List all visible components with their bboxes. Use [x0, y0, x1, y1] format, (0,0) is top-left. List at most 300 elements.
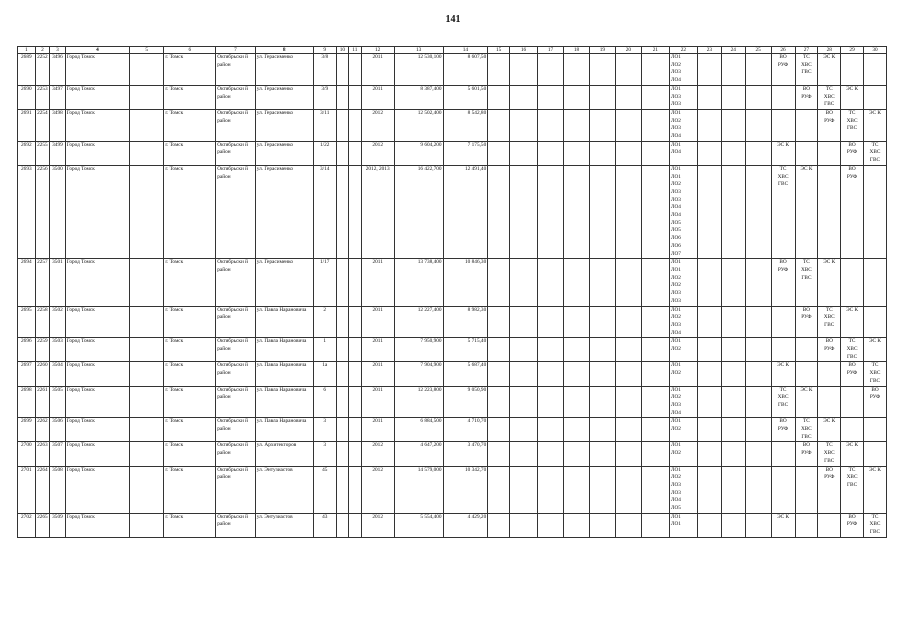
works-2018-cell: ТС ХВС ГВС	[863, 141, 886, 165]
works-2016-cell: ЭС К	[818, 259, 841, 306]
elevator-list-cell: ЛО1 ЛО2 ЛО3 ЛО4	[669, 109, 697, 141]
sequence-number-cell: 2252	[35, 54, 50, 86]
column-number: 15	[488, 47, 510, 54]
works-2016-cell: ЭС К	[818, 54, 841, 86]
empty-cell	[641, 306, 669, 338]
column-number: 13	[394, 47, 443, 54]
repair-years-cell: 2011	[361, 306, 394, 338]
column-number: 18	[564, 47, 590, 54]
works-2014-cell: ТС ХВС ГВС	[771, 165, 795, 258]
empty-cell	[564, 362, 590, 386]
house-number-cell: 3/11	[313, 109, 336, 141]
empty-cell	[615, 54, 641, 86]
settlement-type-cell	[130, 362, 164, 386]
empty-cell	[510, 362, 538, 386]
works-2017-cell: ЭС К	[841, 85, 864, 109]
empty-cell	[589, 109, 615, 141]
total-cost-cell: 13 738,400	[394, 259, 443, 306]
empty-cell	[538, 141, 564, 165]
empty-cell	[564, 165, 590, 258]
empty-cell	[488, 513, 510, 537]
street-cell: ул. Герасименко	[255, 141, 313, 165]
total-cost-cell: 7 904,900	[394, 362, 443, 386]
works-2018-cell: ЭС К	[863, 338, 886, 362]
district-cell: Октябрьски й район	[216, 362, 255, 386]
works-2018-cell	[863, 54, 886, 86]
letter-cell	[349, 386, 361, 418]
works-2017-cell	[841, 386, 864, 418]
building-cell	[336, 386, 348, 418]
building-cell	[336, 442, 348, 466]
total-cost-cell: 16 422,700	[394, 165, 443, 258]
elevator-list-cell: ЛО1 ЛО2 ЛО3 ЛО4	[669, 386, 697, 418]
works-2014-cell: ВО РУФ	[771, 259, 795, 306]
repair-years-cell: 2011	[361, 418, 394, 442]
house-number-cell: 1	[313, 338, 336, 362]
empty-cell	[615, 386, 641, 418]
empty-cell	[488, 466, 510, 513]
house-number-cell: 1/17	[313, 259, 336, 306]
settlement-type-cell	[130, 165, 164, 258]
works-2017-cell: ВО РУФ	[841, 165, 864, 258]
record-number-cell: 2702	[18, 513, 36, 537]
empty-cell	[488, 54, 510, 86]
empty-cell	[641, 109, 669, 141]
empty-cell	[615, 306, 641, 338]
empty-cell	[615, 259, 641, 306]
area-cell: 10 342,70	[443, 466, 488, 513]
repair-years-cell: 2011	[361, 362, 394, 386]
column-number: 16	[510, 47, 538, 54]
empty-cell	[697, 442, 721, 466]
empty-cell	[721, 54, 745, 86]
empty-cell	[564, 513, 590, 537]
works-2014-cell	[771, 442, 795, 466]
empty-cell	[589, 418, 615, 442]
works-2015-cell	[795, 338, 818, 362]
municipality-cell: Город Томск	[65, 418, 129, 442]
empty-cell	[538, 386, 564, 418]
elevator-list-cell: ЛО1 ЛО2	[669, 362, 697, 386]
empty-cell	[510, 259, 538, 306]
settlement-cell: г. Томск	[164, 386, 216, 418]
sequence-number-cell: 2259	[35, 338, 50, 362]
settlement-cell: г. Томск	[164, 466, 216, 513]
works-2014-cell: ТС ХВС ГВС	[771, 386, 795, 418]
empty-cell	[641, 386, 669, 418]
elevator-list-cell: ЛО1 ЛО2	[669, 338, 697, 362]
total-cost-cell: 14 579,000	[394, 466, 443, 513]
column-number: 7	[216, 47, 255, 54]
building-cell	[336, 362, 348, 386]
sequence-number-cell: 2258	[35, 306, 50, 338]
empty-cell	[721, 362, 745, 386]
sequence-number-cell: 2262	[35, 418, 50, 442]
empty-cell	[641, 141, 669, 165]
settlement-cell: г. Томск	[164, 513, 216, 537]
street-cell: ул. Энтузиастов	[255, 513, 313, 537]
empty-cell	[510, 306, 538, 338]
empty-cell	[721, 418, 745, 442]
works-2016-cell: ТС ХВС ГВС	[818, 442, 841, 466]
building-cell	[336, 259, 348, 306]
column-number: 27	[795, 47, 818, 54]
works-2018-cell: ЭС К	[863, 466, 886, 513]
settlement-type-cell	[130, 85, 164, 109]
works-2016-cell: ВО РУФ	[818, 109, 841, 141]
sequence-number-cell: 2260	[35, 362, 50, 386]
empty-cell	[745, 362, 771, 386]
works-2018-cell	[863, 442, 886, 466]
empty-cell	[697, 259, 721, 306]
works-2016-cell: ТС ХВС ГВС	[818, 306, 841, 338]
works-2018-cell	[863, 165, 886, 258]
object-code-cell: 3496	[50, 54, 66, 86]
house-number-cell: 6	[313, 386, 336, 418]
works-2017-cell: ЭС К	[841, 306, 864, 338]
total-cost-cell: 12 502,400	[394, 109, 443, 141]
repair-years-cell: 2012	[361, 513, 394, 537]
record-number-cell: 2692	[18, 141, 36, 165]
area-cell: 10 846,30	[443, 259, 488, 306]
area-cell: 7 175,50	[443, 141, 488, 165]
works-2018-cell: ЭС К	[863, 109, 886, 141]
empty-cell	[721, 442, 745, 466]
settlement-type-cell	[130, 141, 164, 165]
empty-cell	[641, 442, 669, 466]
works-2014-cell	[771, 306, 795, 338]
street-cell: ул. Павла Нарановича	[255, 362, 313, 386]
empty-cell	[538, 513, 564, 537]
column-number: 1	[18, 47, 36, 54]
district-cell: Октябрьски й район	[216, 259, 255, 306]
empty-cell	[488, 85, 510, 109]
empty-cell	[488, 386, 510, 418]
elevator-list-cell: ЛО1 ЛО2	[669, 418, 697, 442]
street-cell: ул. Герасименко	[255, 165, 313, 258]
works-2015-cell: ВО РУФ	[795, 442, 818, 466]
works-2018-cell	[863, 85, 886, 109]
repair-years-cell: 2012, 2013	[361, 165, 394, 258]
empty-cell	[589, 466, 615, 513]
column-number: 29	[841, 47, 864, 54]
municipality-cell: Город Томск	[65, 259, 129, 306]
building-cell	[336, 165, 348, 258]
column-number: 26	[771, 47, 795, 54]
empty-cell	[589, 362, 615, 386]
street-cell: ул. Павла Нарановича	[255, 418, 313, 442]
empty-cell	[745, 54, 771, 86]
municipality-cell: Город Томск	[65, 165, 129, 258]
settlement-cell: г. Томск	[164, 259, 216, 306]
empty-cell	[538, 418, 564, 442]
area-cell: 5 715,40	[443, 338, 488, 362]
works-2016-cell: ЭС К	[818, 418, 841, 442]
works-2015-cell	[795, 141, 818, 165]
empty-cell	[488, 109, 510, 141]
object-code-cell: 3503	[50, 338, 66, 362]
municipality-cell: Город Томск	[65, 141, 129, 165]
empty-cell	[745, 466, 771, 513]
empty-cell	[641, 466, 669, 513]
repair-years-cell: 2011	[361, 54, 394, 86]
municipality-cell: Город Томск	[65, 338, 129, 362]
district-cell: Октябрьски й район	[216, 109, 255, 141]
record-number-cell: 2689	[18, 54, 36, 86]
letter-cell	[349, 442, 361, 466]
empty-cell	[721, 466, 745, 513]
elevator-list-cell: ЛО1 ЛО1 ЛО2 ЛО3 ЛО3 ЛО4 ЛО4 ЛО5 ЛО5 ЛО6 ЛО6 ЛО7	[669, 165, 697, 258]
settlement-type-cell	[130, 259, 164, 306]
empty-cell	[697, 109, 721, 141]
empty-cell	[538, 442, 564, 466]
empty-cell	[589, 85, 615, 109]
empty-cell	[488, 165, 510, 258]
table-row	[18, 418, 887, 442]
works-2014-cell: ЭС К	[771, 141, 795, 165]
works-2017-cell: ВО РУФ	[841, 513, 864, 537]
object-code-cell: 3504	[50, 362, 66, 386]
record-number-cell: 2695	[18, 306, 36, 338]
area-cell: 8 607,50	[443, 54, 488, 86]
works-2014-cell	[771, 338, 795, 362]
works-2016-cell: ТС ХВС ГВС	[818, 85, 841, 109]
empty-cell	[589, 306, 615, 338]
works-2015-cell: ВО РУФ	[795, 85, 818, 109]
column-number: 8	[255, 47, 313, 54]
sequence-number-cell: 2254	[35, 109, 50, 141]
empty-cell	[641, 85, 669, 109]
building-cell	[336, 109, 348, 141]
works-2016-cell	[818, 386, 841, 418]
empty-cell	[538, 109, 564, 141]
empty-cell	[564, 259, 590, 306]
empty-cell	[510, 85, 538, 109]
letter-cell	[349, 141, 361, 165]
district-cell: Октябрьски й район	[216, 85, 255, 109]
house-number-cell: 1/22	[313, 141, 336, 165]
empty-cell	[488, 362, 510, 386]
works-2017-cell: ЭС К	[841, 442, 864, 466]
settlement-type-cell	[130, 466, 164, 513]
elevator-list-cell: ЛО1 ЛО2 ЛО3 ЛО4	[669, 306, 697, 338]
empty-cell	[615, 513, 641, 537]
settlement-cell: г. Томск	[164, 418, 216, 442]
works-2017-cell: ТС ХВС ГВС	[841, 338, 864, 362]
empty-cell	[697, 466, 721, 513]
district-cell: Октябрьски й район	[216, 306, 255, 338]
empty-cell	[589, 54, 615, 86]
empty-cell	[510, 338, 538, 362]
works-2015-cell	[795, 109, 818, 141]
record-number-cell: 2700	[18, 442, 36, 466]
works-2016-cell	[818, 141, 841, 165]
record-number-cell: 2691	[18, 109, 36, 141]
empty-cell	[721, 85, 745, 109]
table-row	[18, 109, 887, 141]
works-2015-cell: ТС ХВС ГВС	[795, 54, 818, 86]
empty-cell	[745, 165, 771, 258]
works-2016-cell	[818, 513, 841, 537]
settlement-type-cell	[130, 54, 164, 86]
settlement-cell: г. Томск	[164, 362, 216, 386]
object-code-cell: 3506	[50, 418, 66, 442]
settlement-type-cell	[130, 306, 164, 338]
municipality-cell: Город Томск	[65, 442, 129, 466]
elevator-list-cell: ЛО1 ЛО1 ЛО2 ЛО2 ЛО3 ЛО3	[669, 259, 697, 306]
empty-cell	[615, 466, 641, 513]
area-cell: 3 470,70	[443, 442, 488, 466]
sequence-number-cell: 2263	[35, 442, 50, 466]
settlement-cell: г. Томск	[164, 165, 216, 258]
municipality-cell: Город Томск	[65, 513, 129, 537]
works-2015-cell	[795, 513, 818, 537]
works-2017-cell: ВО РУФ	[841, 362, 864, 386]
letter-cell	[349, 165, 361, 258]
empty-cell	[697, 386, 721, 418]
area-cell: 4 429,20	[443, 513, 488, 537]
repair-years-cell: 2011	[361, 386, 394, 418]
empty-cell	[510, 165, 538, 258]
works-2016-cell: ВО РУФ	[818, 338, 841, 362]
sequence-number-cell: 2255	[35, 141, 50, 165]
column-number: 20	[615, 47, 641, 54]
column-number: 24	[721, 47, 745, 54]
building-cell	[336, 338, 348, 362]
empty-cell	[488, 259, 510, 306]
column-number: 6	[164, 47, 216, 54]
table-row	[18, 306, 887, 338]
object-code-cell: 3505	[50, 386, 66, 418]
area-cell: 8 982,30	[443, 306, 488, 338]
column-number: 25	[745, 47, 771, 54]
works-2014-cell	[771, 109, 795, 141]
record-number-cell: 2693	[18, 165, 36, 258]
total-cost-cell: 4 647,200	[394, 442, 443, 466]
district-cell: Октябрьски й район	[216, 466, 255, 513]
municipality-cell: Город Томск	[65, 85, 129, 109]
settlement-cell: г. Томск	[164, 306, 216, 338]
house-number-cell: 45	[313, 466, 336, 513]
empty-cell	[538, 466, 564, 513]
elevator-list-cell: ЛО1 ЛО1	[669, 513, 697, 537]
empty-cell	[538, 85, 564, 109]
house-number-cell: 3	[313, 442, 336, 466]
empty-cell	[564, 85, 590, 109]
empty-cell	[538, 54, 564, 86]
building-cell	[336, 418, 348, 442]
page-number: 141	[445, 14, 461, 25]
works-2015-cell: ЭС К	[795, 386, 818, 418]
empty-cell	[510, 418, 538, 442]
empty-cell	[589, 513, 615, 537]
table-row	[18, 85, 887, 109]
municipality-cell: Город Томск	[65, 306, 129, 338]
letter-cell	[349, 418, 361, 442]
letter-cell	[349, 259, 361, 306]
letter-cell	[349, 85, 361, 109]
empty-cell	[564, 141, 590, 165]
empty-cell	[721, 109, 745, 141]
empty-cell	[745, 85, 771, 109]
area-cell: 4 710,70	[443, 418, 488, 442]
table-row	[18, 165, 887, 258]
total-cost-cell: 8 387,400	[394, 85, 443, 109]
total-cost-cell: 12 530,100	[394, 54, 443, 86]
empty-cell	[564, 386, 590, 418]
house-number-cell: 3/8	[313, 54, 336, 86]
empty-cell	[615, 418, 641, 442]
column-number: 10	[336, 47, 348, 54]
table-row	[18, 54, 887, 86]
empty-cell	[510, 109, 538, 141]
column-number-row	[18, 47, 887, 54]
empty-cell	[510, 442, 538, 466]
works-2017-cell: ТС ХВС ГВС	[841, 466, 864, 513]
house-number-cell: 3/9	[313, 85, 336, 109]
district-cell: Октябрьски й район	[216, 418, 255, 442]
column-number: 19	[589, 47, 615, 54]
empty-cell	[538, 165, 564, 258]
column-number: 30	[863, 47, 886, 54]
area-cell: 9 050,90	[443, 386, 488, 418]
sequence-number-cell: 2253	[35, 85, 50, 109]
works-2017-cell: ВО РУФ	[841, 141, 864, 165]
empty-cell	[488, 418, 510, 442]
empty-cell	[721, 141, 745, 165]
street-cell: ул. Павла Нарановича	[255, 386, 313, 418]
empty-cell	[641, 362, 669, 386]
district-cell: Октябрьски й район	[216, 141, 255, 165]
empty-cell	[510, 54, 538, 86]
record-number-cell: 2694	[18, 259, 36, 306]
empty-cell	[615, 362, 641, 386]
works-2015-cell: ТС ХВС ГВС	[795, 418, 818, 442]
empty-cell	[641, 338, 669, 362]
empty-cell	[697, 418, 721, 442]
municipality-cell: Город Томск	[65, 362, 129, 386]
empty-cell	[697, 85, 721, 109]
column-number: 2	[35, 47, 50, 54]
settlement-cell: г. Томск	[164, 338, 216, 362]
table-row	[18, 362, 887, 386]
area-cell: 12 491,40	[443, 165, 488, 258]
letter-cell	[349, 109, 361, 141]
object-code-cell: 3501	[50, 259, 66, 306]
empty-cell	[488, 141, 510, 165]
object-code-cell: 3508	[50, 466, 66, 513]
empty-cell	[510, 141, 538, 165]
empty-cell	[488, 338, 510, 362]
works-2018-cell: ВО РУФ	[863, 386, 886, 418]
total-cost-cell: 12 223,800	[394, 386, 443, 418]
works-2018-cell	[863, 418, 886, 442]
object-code-cell: 3502	[50, 306, 66, 338]
column-number: 28	[818, 47, 841, 54]
empty-cell	[564, 418, 590, 442]
settlement-cell: г. Томск	[164, 54, 216, 86]
building-cell	[336, 466, 348, 513]
empty-cell	[564, 109, 590, 141]
district-cell: Октябрьски й район	[216, 54, 255, 86]
house-number-cell: 3/14	[313, 165, 336, 258]
record-number-cell: 2690	[18, 85, 36, 109]
building-cell	[336, 85, 348, 109]
elevator-list-cell: ЛО1 ЛО2 ЛО3 ЛО3 ЛО4 ЛО5	[669, 466, 697, 513]
building-cell	[336, 54, 348, 86]
empty-cell	[615, 338, 641, 362]
empty-cell	[589, 165, 615, 258]
